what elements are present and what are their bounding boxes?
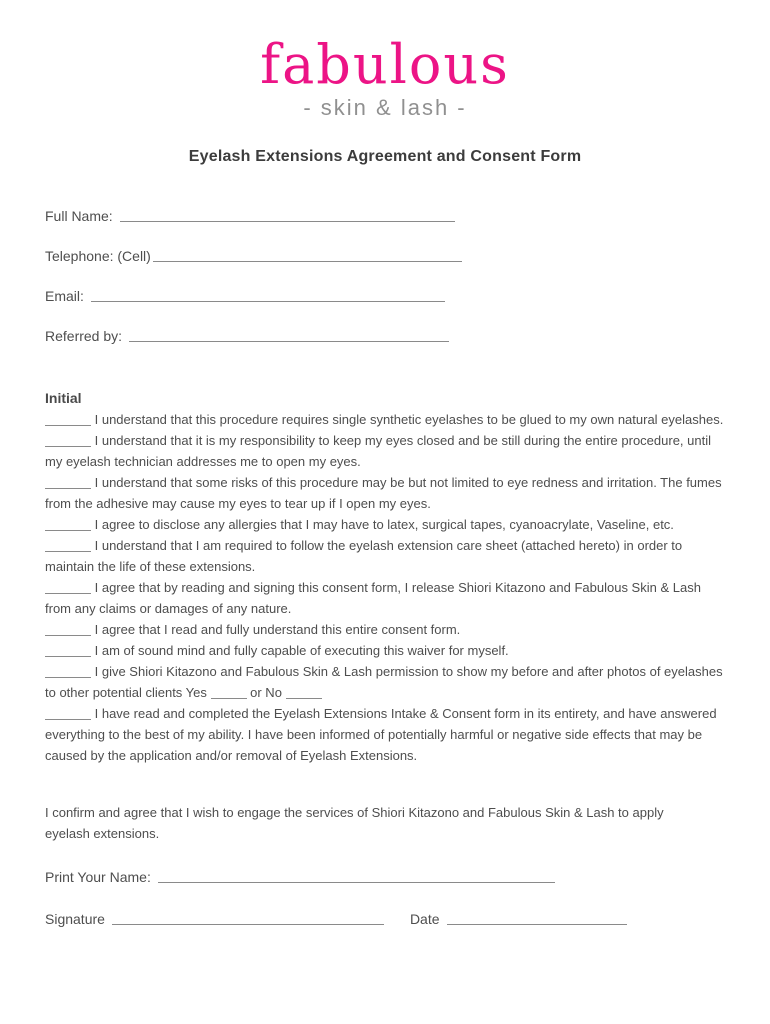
initial-blank[interactable] [45, 417, 91, 426]
referred-by-label: Referred by: [45, 328, 123, 344]
contact-fields [45, 206, 725, 344]
signature-label: Signature [45, 911, 105, 927]
consent-item: I understand that this procedure requires single synthetic eyelashes to be glued to my own natural eyelashes. [45, 409, 725, 430]
brand-logo: fabulous [260, 33, 510, 96]
date-input-line[interactable] [447, 924, 627, 925]
full-name-label: Full Name: [45, 208, 113, 224]
telephone-field [45, 246, 462, 264]
consent-items [45, 409, 725, 766]
consent-item: I agree that by reading and signing this consent form, I release Shiori Kitazono and Fabulous Skin & Lash from any claims or damages of any nature. [45, 580, 701, 616]
consent-item: I understand that it is my responsibility to keep my eyes closed and be still during the entire procedure, until my eyelash technician addresses me to open my eyes. [45, 433, 712, 469]
no-blank[interactable] [286, 690, 322, 699]
email-field [45, 286, 445, 304]
referred-by-field [45, 326, 449, 344]
referred-by-input-line[interactable] [129, 341, 449, 342]
initial-heading: Initial [45, 390, 82, 406]
consent-item: I understand that I am required to follow the eyelash extension care sheet (attached hereto) in order to maintain the life of these extensions. [45, 538, 683, 574]
signature-input-line[interactable] [112, 924, 384, 925]
yes-blank[interactable] [211, 690, 247, 699]
initial-blank[interactable] [45, 522, 91, 531]
signature-date-row [45, 909, 725, 927]
initial-section [45, 388, 725, 766]
initial-blank[interactable] [45, 438, 91, 447]
confirmation-statement: I confirm and agree that I wish to engage the services of Shiori Kitazono and Fabulous Skin & Lash to apply eyelash extensions. [45, 805, 664, 841]
initial-blank[interactable] [45, 648, 91, 657]
telephone-input-line[interactable] [153, 261, 462, 262]
print-name-field [45, 867, 555, 885]
form-title: Eyelash Extensions Agreement and Consent Form [188, 148, 582, 165]
initial-blank[interactable] [45, 480, 91, 489]
initial-blank[interactable] [45, 585, 91, 594]
email-label: Email: [45, 288, 84, 304]
initial-blank[interactable] [45, 543, 91, 552]
full-name-field [45, 206, 455, 224]
initial-blank[interactable] [45, 711, 91, 720]
initial-blank[interactable] [45, 669, 91, 678]
telephone-label: Telephone: (Cell) [45, 248, 151, 264]
date-label: Date [409, 911, 440, 927]
full-name-input-line[interactable] [120, 221, 455, 222]
consent-item: I understand that some risks of this procedure may be but not limited to eye redness and irritation. The fumes from the adhesive may cause my eyes to tear up if I open my eyes. [45, 475, 722, 511]
logo-block [45, 34, 725, 120]
consent-item: I give Shiori Kitazono and Fabulous Skin & Lash permission to show my before and after photos of eyelashes to other potential clients Yes or No [45, 664, 723, 700]
initial-blank[interactable] [45, 627, 91, 636]
consent-item: I have read and completed the Eyelash Extensions Intake & Consent form in its entirety, and have answered everything to the best of my ability. I have been informed of potentially harmful or negative side effects that may be caused by the application and/or removal of Eyelash Extensions. [45, 706, 717, 763]
consent-item: I agree to disclose any allergies that I may have to latex, surgical tapes, cyanoacrylate, Vaseline, etc. [45, 514, 725, 535]
print-name-input-line[interactable] [158, 882, 555, 883]
brand-tagline: - skin & lash - [303, 95, 467, 120]
email-input-line[interactable] [91, 301, 445, 302]
consent-item: I am of sound mind and fully capable of executing this waiver for myself. [45, 640, 725, 661]
print-name-label: Print Your Name: [45, 869, 151, 885]
consent-item: I agree that I read and fully understand this entire consent form. [45, 619, 725, 640]
